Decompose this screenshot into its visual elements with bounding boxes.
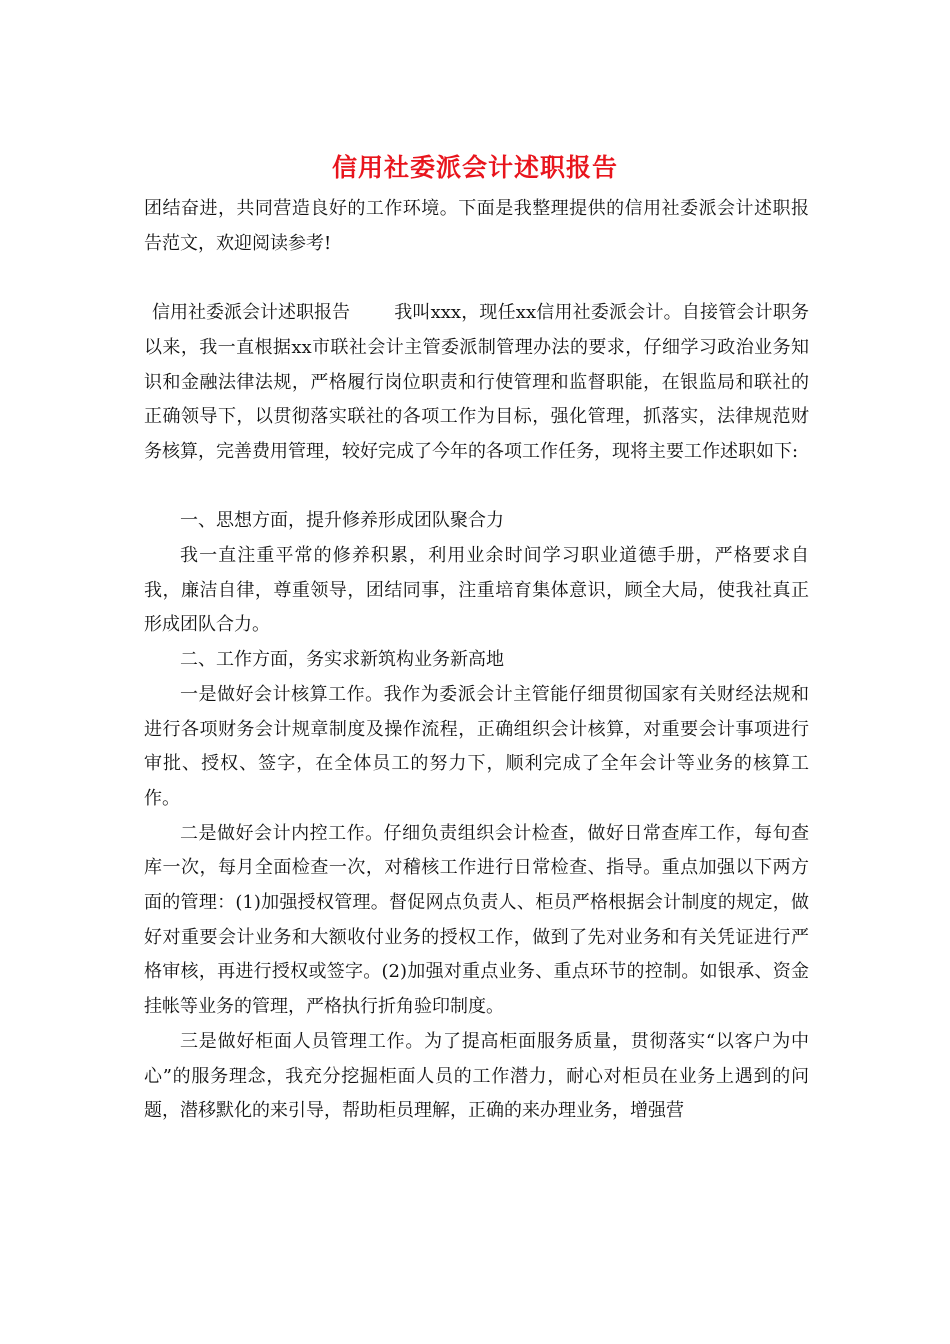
work-item-1: 一是做好会计核算工作。我作为委派会计主管能仔细贯彻国家有关财经法规和进行各项财务会计规章制度及操作流程，正确组织会计核算，对重要会计事项进行审批、授权、签字，在全体员工的努力下，顺利完成了全年会计等业务的核算工作。 bbox=[144, 683, 809, 809]
document-body bbox=[144, 192, 809, 1129]
section-heading-1: 一、思想方面，提升修养形成团队聚合力 bbox=[180, 510, 504, 532]
lead-paragraph bbox=[144, 296, 809, 470]
section-paragraph-1: 我一直注重平常的修养积累，利用业余时间学习职业道德手册，严格要求自我，廉洁自律，尊重领导，团结同事，注重培育集体意识，顾全大局，使我社真正形成团队合力。 bbox=[144, 545, 809, 636]
work-item-3: 三是做好柜面人员管理工作。为了提高柜面服务质量，贯彻落实“以客户为中心”的服务理念，我充分挖掘柜面人员的工作潜力，耐心对柜员在业务上遇到的问题，潜移默化的来引导，帮助柜员理解，正确的来办理业务，增强营 bbox=[144, 1030, 809, 1122]
work-item-2: 二是做好会计内控工作。仔细负责组织会计检查，做好日常查库工作，每旬查库一次，每月全面检查一次，对稽核工作进行日常检查、指导。重点加强以下两方面的管理：(1)加强授权管理。督促网点负责人、柜员严格根据会计制度的规定，做好对重要会计业务和大额收付业务的授权工作，做到了先对业务和有关凭证进行严格审核，再进行授权或签字。(2)加强对重点业务、重点环节的控制。如银承、资金挂帐等业务的管理，严格执行折角验印制度。 bbox=[144, 822, 809, 1018]
intro-paragraph: 团结奋进，共同营造良好的工作环境。下面是我整理提供的信用社委派会计述职报告范文，欢迎阅读参考! bbox=[144, 198, 809, 254]
paragraph-gap bbox=[144, 261, 809, 296]
lead-text: 我叫xxx，现任xx信用社委派会计。自接管会计职务以来，我一直根据xx市联社会计主管委派制管理办法的要求，仔细学习政治业务知识和金融法律法规，严格履行岗位职责和行使管理和监督职能，在银监局和联社的正确领导下，以贯彻落实联社的各项工作为目标，强化管理，抓落实，法律规范财务核算，完善费用管理，较好完成了今年的各项工作任务，现将主要工作述职如下: bbox=[144, 302, 809, 462]
section-heading-2: 二、工作方面，务实求新筑构业务新高地 bbox=[180, 649, 504, 671]
page-title: 信用社委派会计述职报告 bbox=[331, 153, 618, 182]
lead-label: 信用社委派会计述职报告 bbox=[152, 302, 350, 324]
paragraph-gap bbox=[144, 470, 809, 505]
